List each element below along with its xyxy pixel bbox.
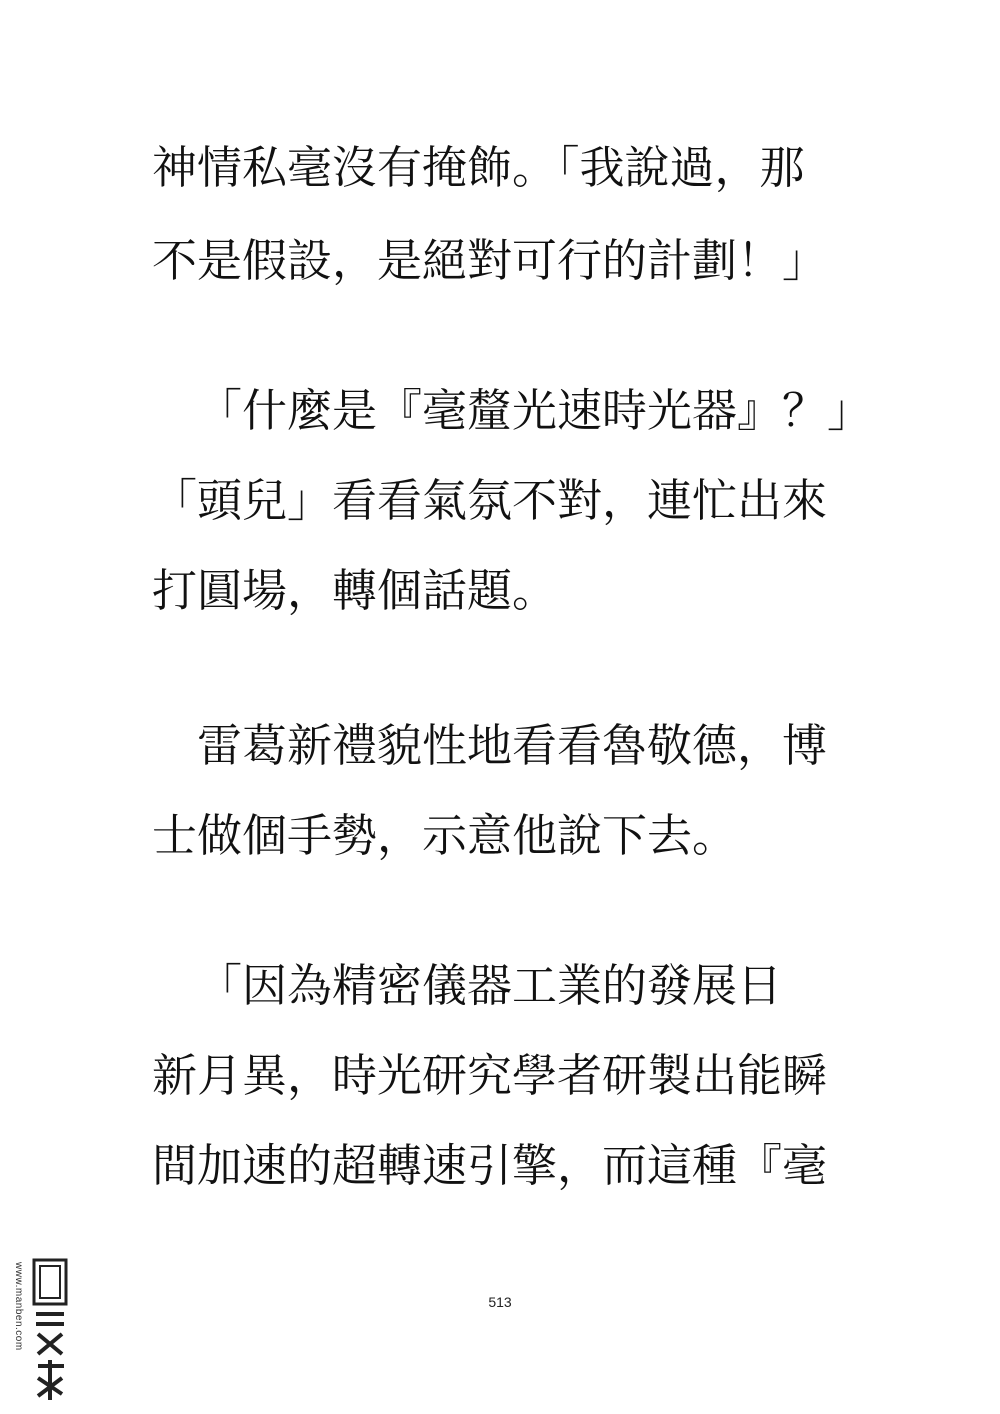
watermark-url: www.manben.com [13, 1262, 24, 1351]
text-line-3: 「什麼是『毫釐光速時光器』？」 [197, 384, 873, 437]
text-line-2: 不是假設，是絕對可行的計劃！」 [152, 234, 828, 287]
text-line-5: 打圓場，轉個話題。 [152, 564, 558, 617]
page-number: 513 [488, 1294, 512, 1310]
text-line-8: 「因為精密儀器工業的發展日 [197, 959, 783, 1012]
text-line-1: 神情私毫沒有掩飾。「我說過，那 [152, 141, 805, 194]
watermark-logo-icon [8, 1250, 70, 1406]
text-line-10: 間加速的超轉速引擎，而這種『毫 [152, 1139, 828, 1192]
text-line-7: 士做個手勢，示意他說下去。 [152, 809, 738, 862]
text-line-9: 新月異，時光研究學者研製出能瞬 [152, 1049, 828, 1102]
text-line-4: 「頭兒」看看氣氛不對，連忙出來 [152, 474, 828, 527]
text-line-6: 雷葛新禮貌性地看看魯敬德，博 [197, 719, 828, 772]
